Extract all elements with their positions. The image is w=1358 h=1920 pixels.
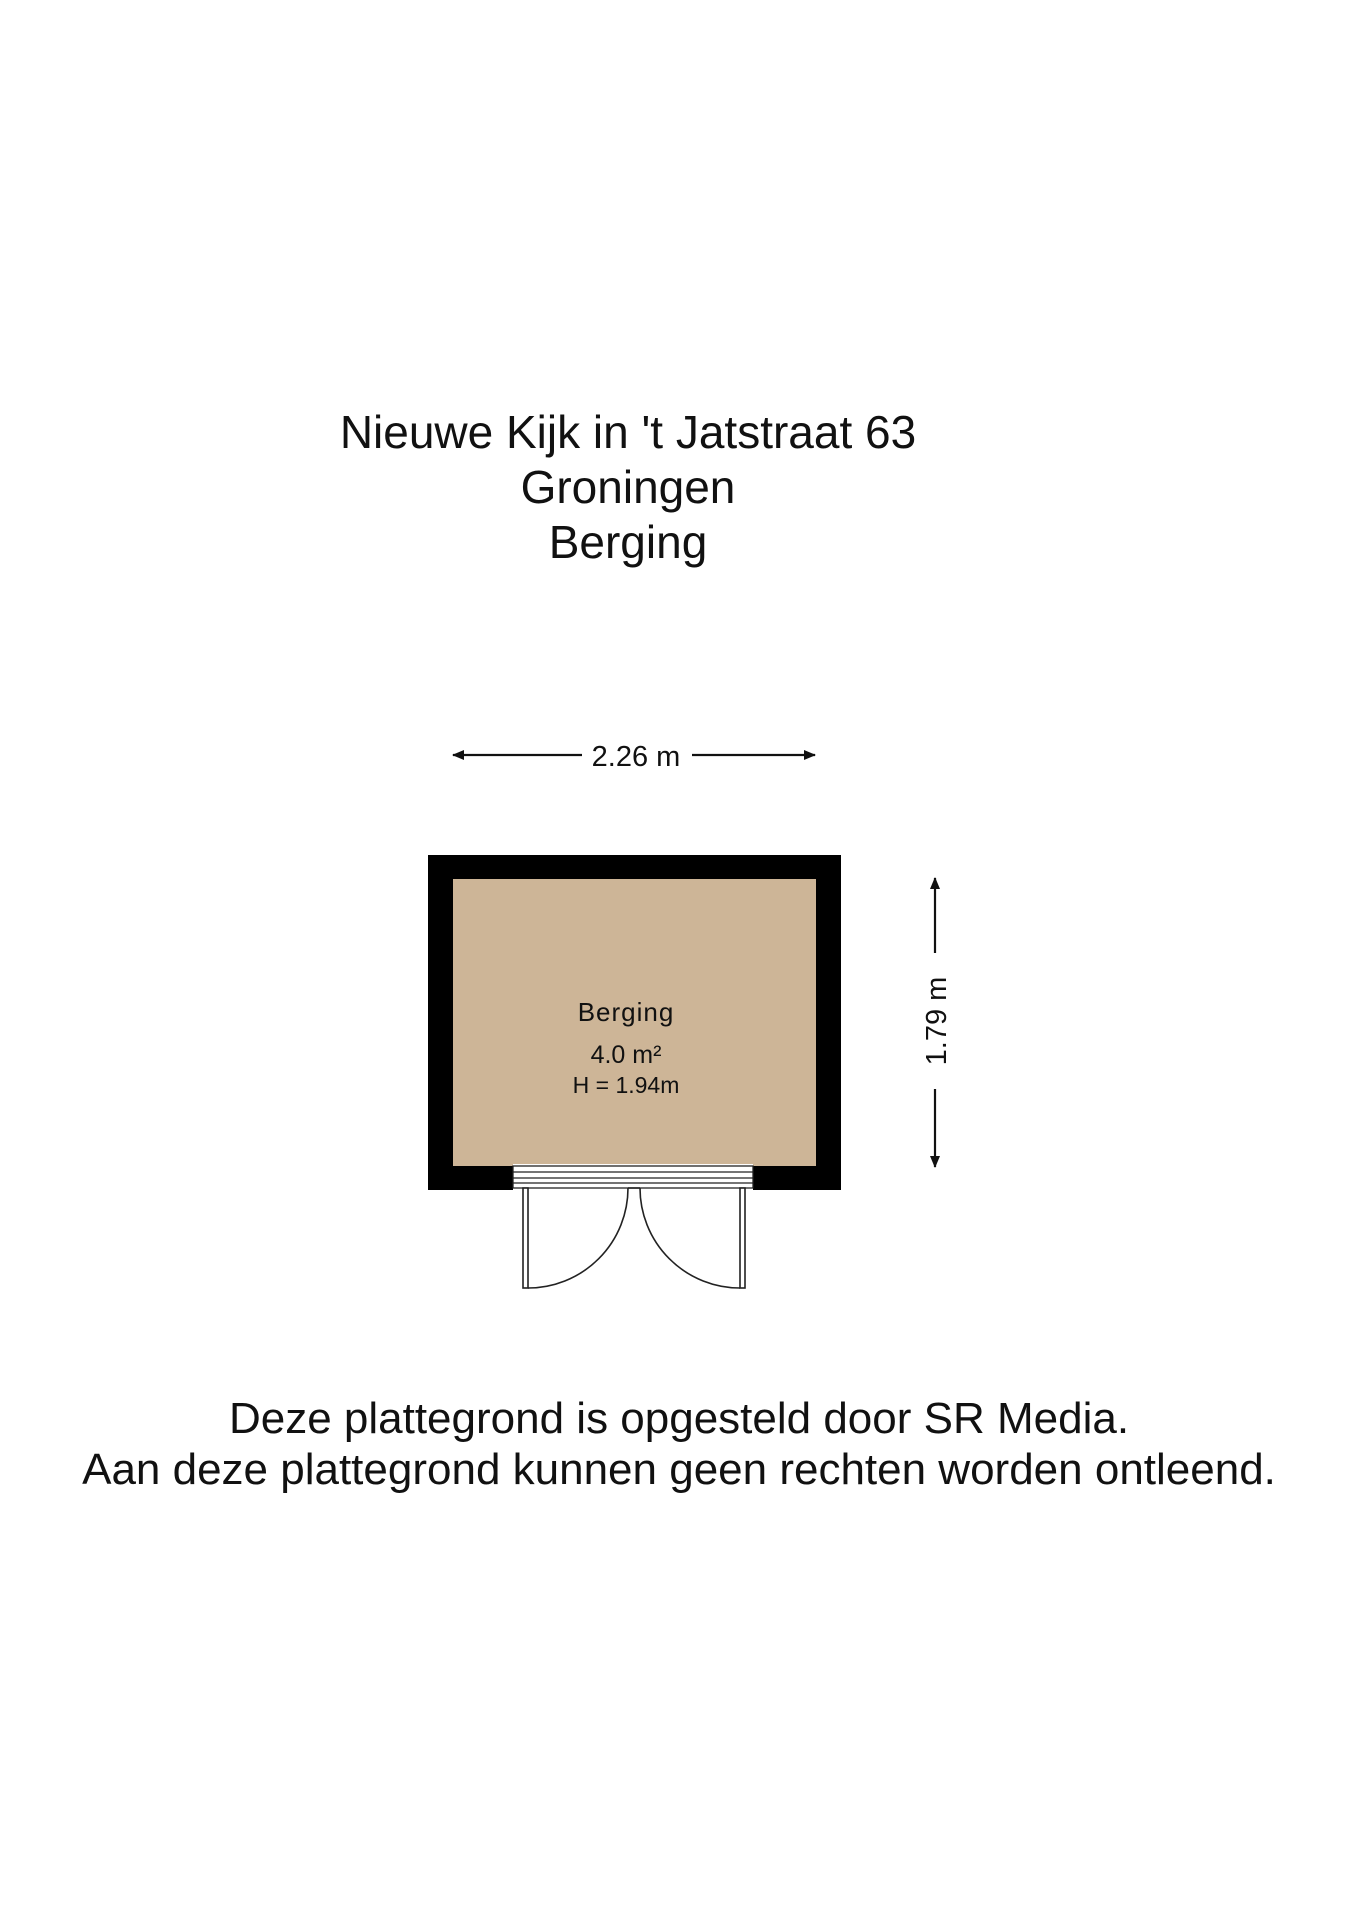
room-name: Berging <box>577 997 675 1027</box>
address-title: Nieuwe Kijk in 't Jatstraat 63 <box>339 406 917 458</box>
city-title: Groningen <box>520 461 736 513</box>
disclaimer-line-2: Aan deze plattegrond kunnen geen rechten worden ontleend. <box>82 1445 1276 1494</box>
door-leaf-right <box>740 1188 745 1288</box>
door-leaf-left <box>523 1188 528 1288</box>
door-swing-right <box>640 1188 740 1288</box>
disclaimer-line-1: Deze plattegrond is opgesteld door SR Media. <box>228 1394 1130 1443</box>
room-area: 4.0 m² <box>590 1041 662 1069</box>
double-door <box>523 1188 745 1288</box>
width-dimension <box>453 741 815 773</box>
door-sill <box>513 1166 753 1188</box>
height-label: 1.79 m <box>921 976 953 1066</box>
door-swing-left <box>528 1188 628 1288</box>
floor-title: Berging <box>548 516 708 568</box>
width-label: 2.26 m <box>591 741 681 773</box>
room-ceiling-height: H = 1.94m <box>572 1072 680 1098</box>
disclaimer <box>0 1393 1358 1495</box>
height-dimension <box>921 878 953 1167</box>
